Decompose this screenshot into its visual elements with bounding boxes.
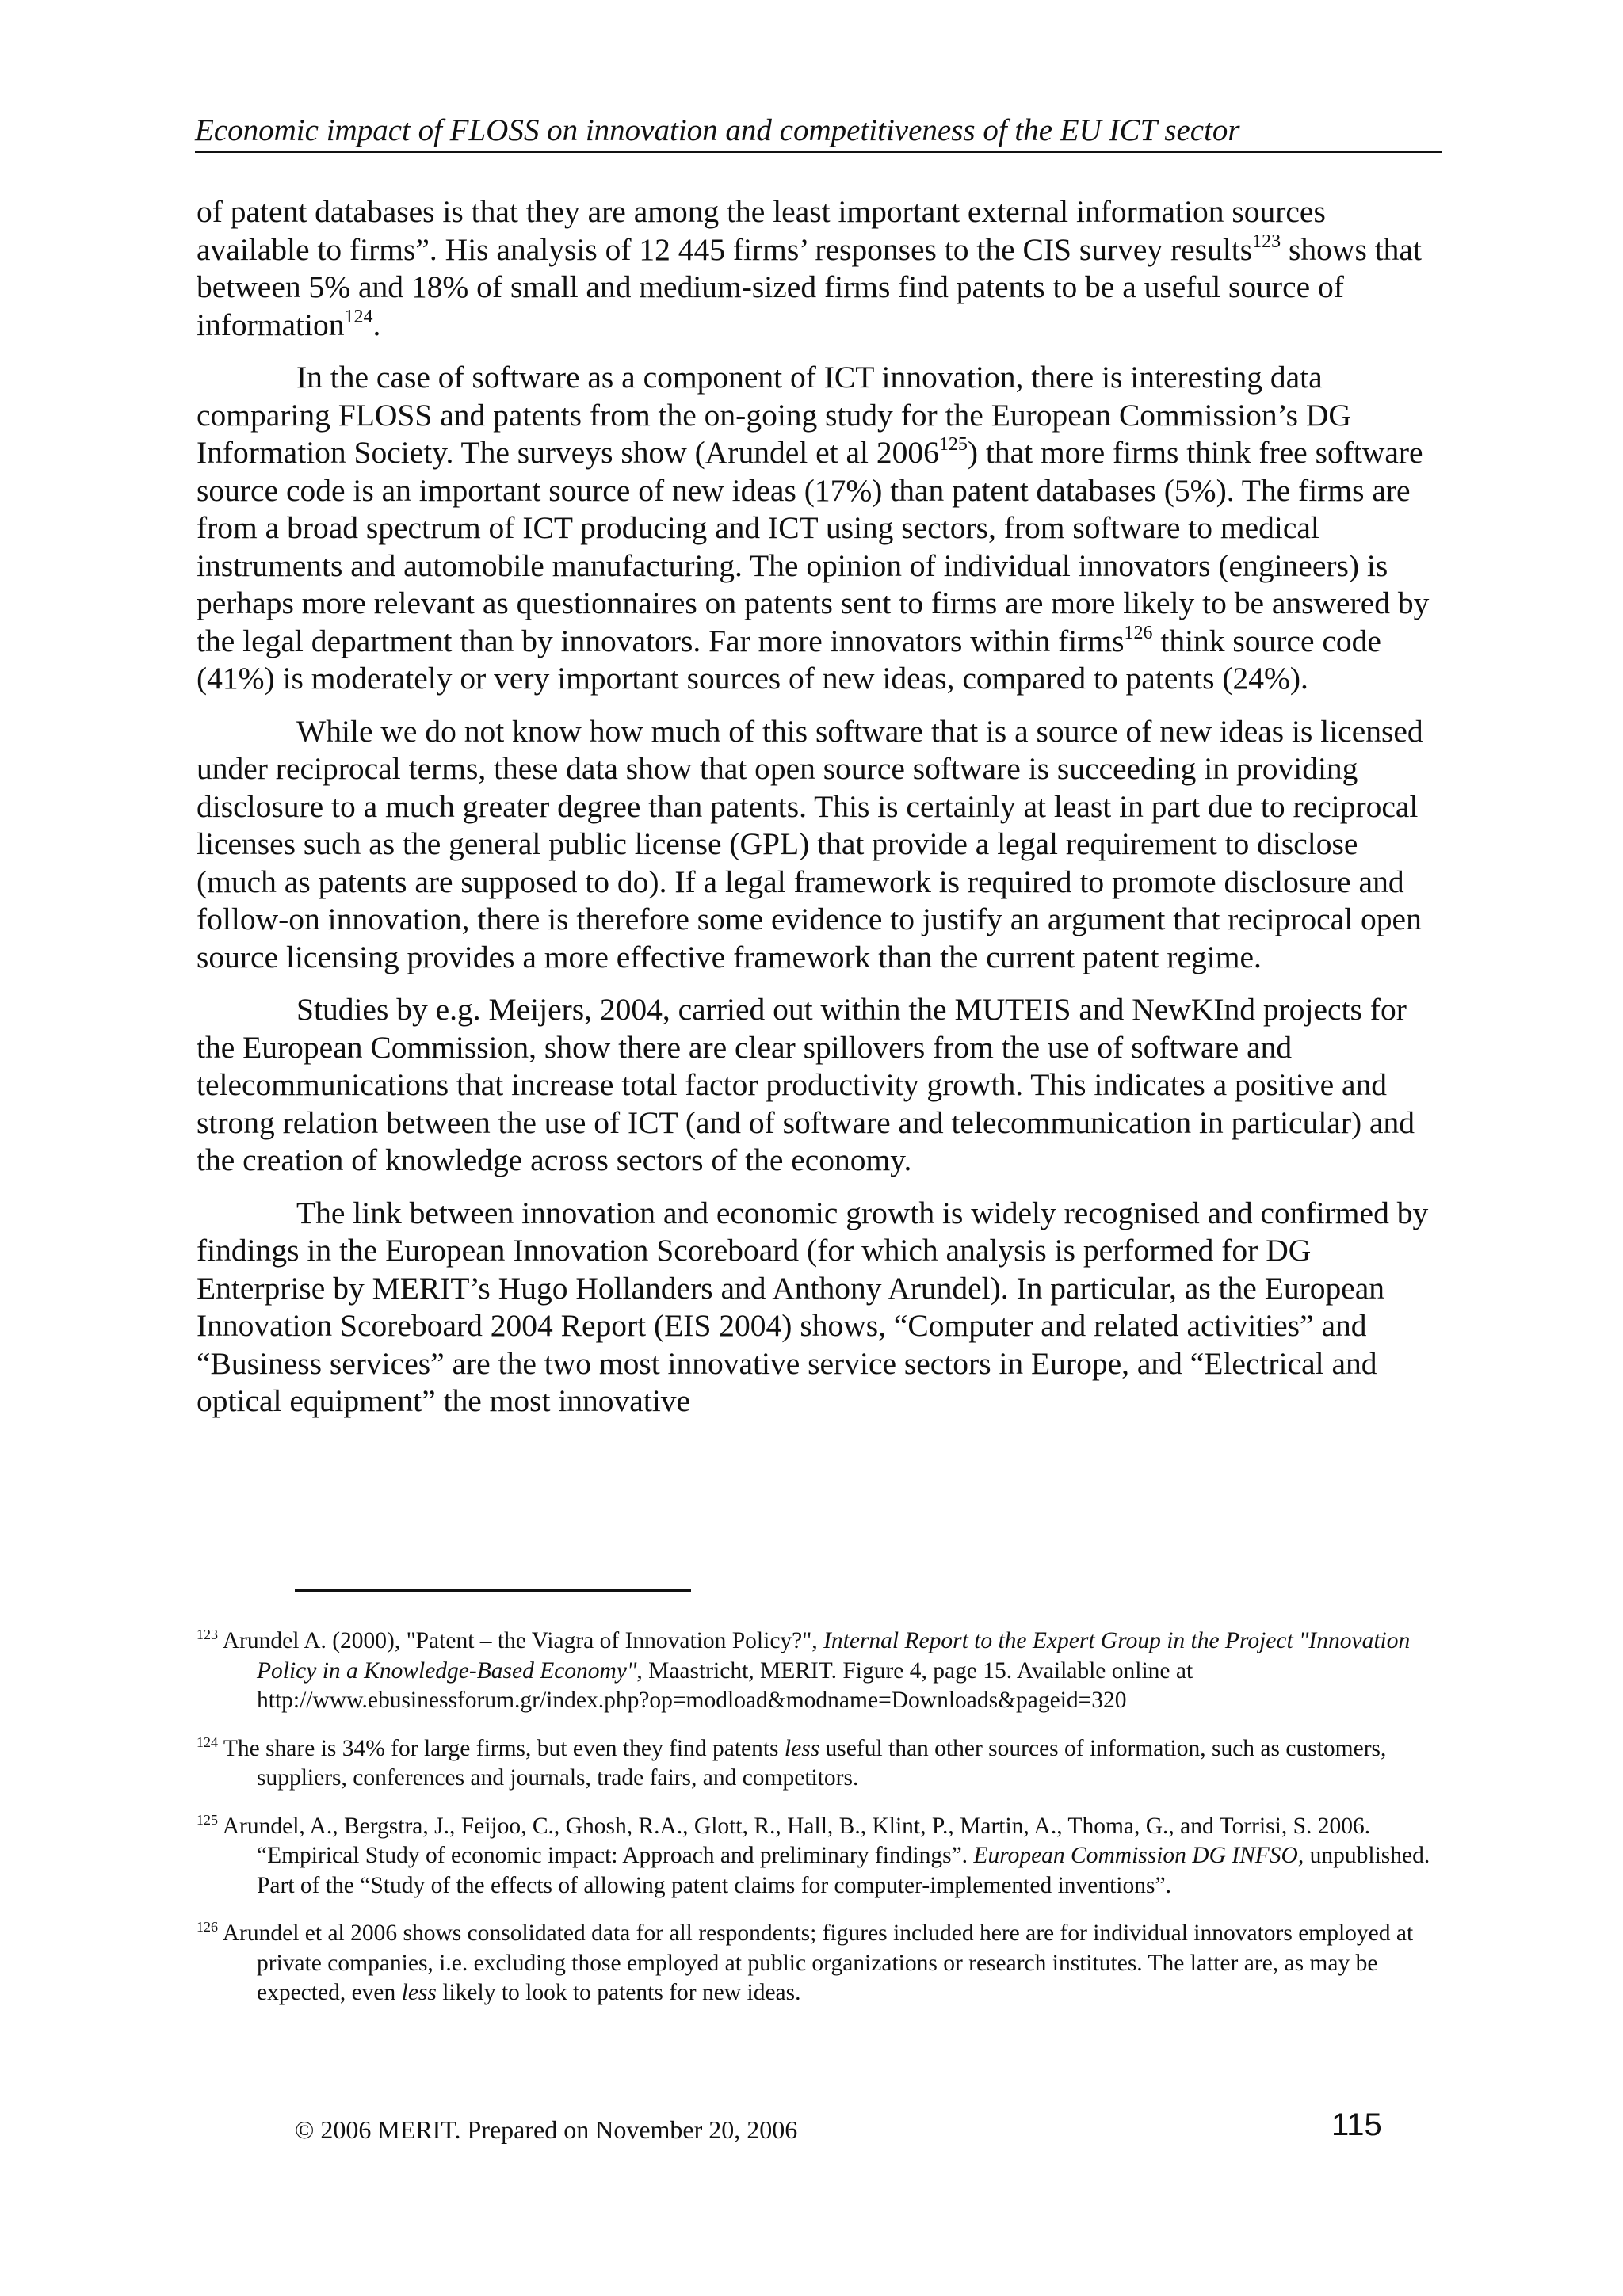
paragraph-2-text-c: think source code (41%) is moderately or very important sources of new ideas, compared to patents (24%). [197, 623, 1381, 696]
copyright-notice: © 2006 MERIT. Prepared on November 20, 2006 [295, 2115, 798, 2144]
footnote-italic-word: less [784, 1735, 820, 1761]
paragraph-1 [197, 193, 1442, 344]
footnote-number: 125 [197, 1811, 218, 1828]
paragraph-1-text-c: . [372, 307, 381, 342]
footnote-text: unpublished. Part of the “Study of the effects of allowing patent claims for computer-implemented inventions”. [257, 1843, 1430, 1898]
paragraph-5: The link between innovation and economic growth is widely recognised and confirmed by findings in the European Innovation Scoreboard (for which analysis is performed for DG Enterprise by MERIT’s Hugo Hollanders and Anthony Arundel). In particular, as the European Innovation Scoreboard 2004 Report (EIS 2004) shows, “Computer and related activities” and “Business services” are the two most innovative service sectors in Europe, and “Electrical and optical equipment” the most innovative [197, 1195, 1429, 1418]
footnote-italic-source: European Commission DG INFSO, [973, 1843, 1304, 1868]
footnote-text: The share is 34% for large firms, but even they find patents [218, 1735, 785, 1761]
footnote-url-link[interactable]: http://www.ebusinessforum.gr/index.php?op=modload&modname=Downloads&pageid=320 [257, 1688, 1127, 1713]
page-number: 115 [1331, 2107, 1382, 2142]
page-header [195, 109, 1442, 153]
footnote-separator [295, 1589, 691, 1592]
footnote-ref-124[interactable]: 124 [344, 306, 373, 327]
footnote-number: 124 [197, 1733, 218, 1750]
paragraph-2 [197, 359, 1442, 698]
footnote-ref-123[interactable]: 123 [1252, 231, 1281, 252]
body-text [197, 193, 1442, 1436]
paragraph-2-text-a: In the case of software as a component of ICT innovation, there is interesting data comparing FLOSS and patents from the on-going study for the European Commission’s DG Information Society. The surveys show (Arundel et al 2006 [197, 360, 1351, 470]
footnote-ref-125[interactable]: 125 [938, 434, 968, 455]
paragraph-1-text-b: shows that between 5% and 18% of small and medium-sized firms find patents to be a useful source of information [197, 231, 1422, 342]
paragraph-3: While we do not know how much of this software that is a source of new ideas is licensed under reciprocal terms, these data show that open source software is succeeding in providing disclosure to a much greater degree than patents. This is certainly at least in part due to reciprocal licenses such as the general public license (GPL) that provide a legal requirement to disclose (much as patents are supposed to do). If a legal framework is required to promote disclosure and follow-on innovation, there is therefore some evidence to justify an argument that reciprocal open source licensing provides a more effective framework than the current patent regime. [197, 713, 1423, 974]
footnote-number: 123 [197, 1627, 218, 1642]
footnote-123 [197, 1627, 1442, 1716]
footnote-italic-word: less [401, 1980, 437, 2005]
paragraph-4: Studies by e.g. Meijers, 2004, carried out within the MUTEIS and NewKInd projects for the European Commission, show there are clear spillovers from the use of software and telecommunications that increase total factor productivity growth. This indicates a positive and strong relation between the use of ICT (and of software and telecommunication in particular) and the creation of knowledge across sectors of the economy. [197, 992, 1415, 1177]
footnote-126 [197, 1919, 1442, 2008]
footnotes [197, 1627, 1442, 2027]
footnote-text: Arundel A. (2000), "Patent – the Viagra of Innovation Policy?", [218, 1628, 824, 1653]
page-footer [0, 2107, 1623, 2155]
paragraph-2-text-b: ) that more firms think free software source code is an important source of new ideas (17%) than patent databases (5%). The firms are from a broad spectrum of ICT producing and ICT using sectors, from software to medical instruments and automobile manufacturing. The opinion of individual innovators (engineers) is perhaps more relevant as questionnaires on patents sent to firms are more likely to be answered by the legal department than by innovators. Far more innovators within firms [197, 435, 1430, 658]
footnote-125 [197, 1812, 1442, 1901]
footnote-text: useful than other sources of information, such as customers, suppliers, conferences and journals, trade fairs, and competitors. [257, 1735, 1387, 1791]
footnote-text: likely to look to patents for new ideas. [436, 1980, 801, 2005]
footnote-ref-126[interactable]: 126 [1124, 622, 1153, 643]
running-title: Economic impact of FLOSS on innovation and competitiveness of the EU ICT sector [195, 113, 1240, 147]
footnote-124 [197, 1734, 1442, 1794]
footnote-text: Arundel, A., Bergstra, J., Feijoo, C., Ghosh, R.A., Glott, R., Hall, B., Klint, P., Martin, A., Thoma, G., and Torrisi, S. 2006. “Empirical Study of economic impact: Approach and preliminary findings”. [218, 1813, 1371, 1868]
paragraph-1-text-a: of patent databases is that they are among the least important external information sources available to firms”. His analysis of 12 445 firms’ responses to the CIS survey results [197, 194, 1326, 267]
footnote-number: 126 [197, 1919, 218, 1935]
footnote-italic-title: Internal Report to the Expert Group in the Project "Innovation Policy in a Knowledge-Based Economy" [257, 1628, 1411, 1684]
footnote-text: Arundel et al 2006 shows consolidated data for all respondents; figures included here are for individual innovators employed at private companies, i.e. excluding those employed at public organizations or research institutes. The latter are, as may be expected, even [218, 1920, 1414, 2005]
footnote-text: , Maastricht, MERIT. Figure 4, page 15. Available online at [636, 1657, 1193, 1684]
